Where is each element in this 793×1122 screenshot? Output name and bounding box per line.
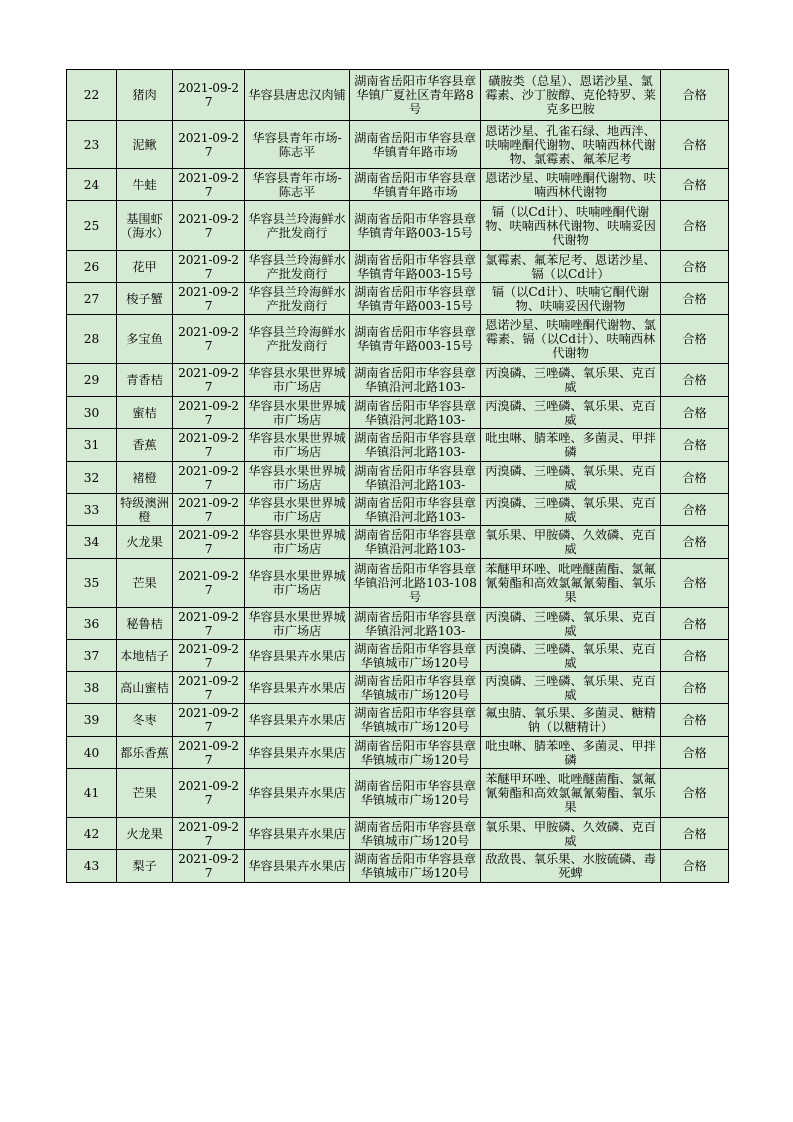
seller-address-cell: 湖南省岳阳市华容县章华镇沿河北路103-	[350, 526, 481, 559]
sample-name-cell: 秘鲁桔	[117, 608, 173, 640]
table-row	[67, 429, 729, 462]
test-items-cell: 吡虫啉、腈苯唑、多菌灵、甲拌磷	[481, 429, 661, 462]
table-row	[67, 121, 729, 169]
sample-name-cell: 都乐香蕉	[117, 737, 173, 769]
sample-name-cell: 猪肉	[117, 70, 173, 121]
table-row	[67, 672, 729, 704]
serial-number-cell: 27	[67, 283, 117, 315]
result-cell: 合格	[661, 559, 729, 608]
sample-name-cell: 本地桔子	[117, 640, 173, 672]
sample-name-cell: 火龙果	[117, 818, 173, 850]
sampling-date-cell: 2021-09-27	[173, 169, 245, 201]
test-items-cell: 氧乐果、甲胺磷、久效磷、克百威	[481, 526, 661, 559]
inspection-results-table	[66, 69, 729, 883]
result-cell: 合格	[661, 769, 729, 818]
serial-number-cell: 29	[67, 364, 117, 397]
seller-address-cell: 湖南省岳阳市华容县章华镇城市广场120号	[350, 818, 481, 850]
test-items-cell: 磺胺类（总星）、恩诺沙星、氯霉素、沙丁胺醇、克伦特罗、莱克多巴胺	[481, 70, 661, 121]
test-items-cell: 丙溴磷、三唑磷、氧乐果、克百威	[481, 640, 661, 672]
seller-name-cell: 华容县兰玲海鲜水产批发商行	[245, 315, 350, 364]
sample-name-cell: 基围虾（海水）	[117, 201, 173, 251]
seller-address-cell: 湖南省岳阳市华容县章华镇沿河北路103-	[350, 397, 481, 429]
serial-number-cell: 22	[67, 70, 117, 121]
test-items-cell: 镉（以Cd计）、呋喃唑酮代谢物、呋喃西林代谢物、呋喃妥因代谢物	[481, 201, 661, 251]
table-row	[67, 397, 729, 429]
test-items-cell: 氧乐果、甲胺磷、久效磷、克百威	[481, 818, 661, 850]
seller-name-cell: 华容县水果世界城市广场店	[245, 559, 350, 608]
result-cell: 合格	[661, 737, 729, 769]
seller-address-cell: 湖南省岳阳市华容县章华镇城市广场120号	[350, 737, 481, 769]
seller-name-cell: 华容县果卉水果店	[245, 704, 350, 737]
sample-name-cell: 芒果	[117, 769, 173, 818]
table-row	[67, 526, 729, 559]
test-items-cell: 丙溴磷、三唑磷、氧乐果、克百威	[481, 608, 661, 640]
result-cell: 合格	[661, 526, 729, 559]
seller-name-cell: 华容县果卉水果店	[245, 672, 350, 704]
seller-name-cell: 华容县水果世界城市广场店	[245, 462, 350, 494]
seller-address-cell: 湖南省岳阳市华容县章华镇沿河北路103-	[350, 608, 481, 640]
seller-address-cell: 湖南省岳阳市华容县章华镇沿河北路103-	[350, 462, 481, 494]
result-cell: 合格	[661, 850, 729, 883]
result-cell: 合格	[661, 251, 729, 283]
serial-number-cell: 35	[67, 559, 117, 608]
sampling-date-cell: 2021-09-27	[173, 704, 245, 737]
result-cell: 合格	[661, 201, 729, 251]
serial-number-cell: 33	[67, 494, 117, 526]
table-row	[67, 640, 729, 672]
sampling-date-cell: 2021-09-27	[173, 494, 245, 526]
seller-name-cell: 华容县果卉水果店	[245, 737, 350, 769]
serial-number-cell: 39	[67, 704, 117, 737]
seller-name-cell: 华容县兰玲海鲜水产批发商行	[245, 201, 350, 251]
test-items-cell: 丙溴磷、三唑磷、氧乐果、克百威	[481, 364, 661, 397]
sample-name-cell: 蜜桔	[117, 397, 173, 429]
sampling-date-cell: 2021-09-27	[173, 559, 245, 608]
test-items-cell: 镉（以Cd计）、呋喃它酮代谢物、呋喃妥因代谢物	[481, 283, 661, 315]
table-row	[67, 608, 729, 640]
seller-name-cell: 华容县唐忠汉肉铺	[245, 70, 350, 121]
table-row	[67, 850, 729, 883]
test-items-cell: 氯霉素、氟苯尼考、恩诺沙星、镉（以Cd计）	[481, 251, 661, 283]
result-cell: 合格	[661, 672, 729, 704]
table-row	[67, 364, 729, 397]
test-items-cell: 氟虫腈、氧乐果、多菌灵、糖精钠（以糖精计）	[481, 704, 661, 737]
seller-address-cell: 湖南省岳阳市华容县章华镇城市广场120号	[350, 769, 481, 818]
sampling-date-cell: 2021-09-27	[173, 429, 245, 462]
seller-address-cell: 湖南省岳阳市华容县章华镇城市广场120号	[350, 850, 481, 883]
sample-name-cell: 芒果	[117, 559, 173, 608]
seller-address-cell: 湖南省岳阳市华容县章华镇青年路003-15号	[350, 283, 481, 315]
serial-number-cell: 36	[67, 608, 117, 640]
test-items-cell: 丙溴磷、三唑磷、氧乐果、克百威	[481, 462, 661, 494]
seller-name-cell: 华容县青年市场-陈志平	[245, 169, 350, 201]
seller-name-cell: 华容县水果世界城市广场店	[245, 526, 350, 559]
sampling-date-cell: 2021-09-27	[173, 397, 245, 429]
result-cell: 合格	[661, 397, 729, 429]
sample-name-cell: 高山蜜桔	[117, 672, 173, 704]
result-cell: 合格	[661, 640, 729, 672]
seller-name-cell: 华容县果卉水果店	[245, 640, 350, 672]
serial-number-cell: 25	[67, 201, 117, 251]
sample-name-cell: 泥鳅	[117, 121, 173, 169]
seller-name-cell: 华容县兰玲海鲜水产批发商行	[245, 251, 350, 283]
seller-address-cell: 湖南省岳阳市华容县章华镇城市广场120号	[350, 640, 481, 672]
sampling-date-cell: 2021-09-27	[173, 315, 245, 364]
serial-number-cell: 32	[67, 462, 117, 494]
table-row	[67, 559, 729, 608]
serial-number-cell: 24	[67, 169, 117, 201]
table-row	[67, 769, 729, 818]
test-items-cell: 恩诺沙星、呋喃唑酮代谢物、氯霉素、镉（以Cd计）、呋喃西林代谢物	[481, 315, 661, 364]
table-body	[67, 70, 729, 883]
sampling-date-cell: 2021-09-27	[173, 526, 245, 559]
serial-number-cell: 34	[67, 526, 117, 559]
serial-number-cell: 41	[67, 769, 117, 818]
seller-address-cell: 湖南省岳阳市华容县章华镇青年路003-15号	[350, 251, 481, 283]
test-items-cell: 丙溴磷、三唑磷、氧乐果、克百威	[481, 494, 661, 526]
serial-number-cell: 40	[67, 737, 117, 769]
sampling-date-cell: 2021-09-27	[173, 121, 245, 169]
sampling-date-cell: 2021-09-27	[173, 737, 245, 769]
seller-name-cell: 华容县果卉水果店	[245, 850, 350, 883]
sample-name-cell: 青香桔	[117, 364, 173, 397]
sample-name-cell: 特级澳洲橙	[117, 494, 173, 526]
result-cell: 合格	[661, 494, 729, 526]
sampling-date-cell: 2021-09-27	[173, 251, 245, 283]
test-items-cell: 恩诺沙星、孔雀石绿、地西泮、呋喃唑酮代谢物、呋喃西林代谢物、氯霉素、氟苯尼考	[481, 121, 661, 169]
seller-address-cell: 湖南省岳阳市华容县章华镇沿河北路103-	[350, 429, 481, 462]
table-row	[67, 494, 729, 526]
sampling-date-cell: 2021-09-27	[173, 818, 245, 850]
serial-number-cell: 31	[67, 429, 117, 462]
table-row	[67, 704, 729, 737]
table-row	[67, 70, 729, 121]
seller-address-cell: 湖南省岳阳市华容县章华镇青年路003-15号	[350, 315, 481, 364]
sample-name-cell: 火龙果	[117, 526, 173, 559]
seller-address-cell: 湖南省岳阳市华容县章华镇青年路市场	[350, 121, 481, 169]
result-cell: 合格	[661, 704, 729, 737]
test-items-cell: 恩诺沙星、呋喃唑酮代谢物、呋喃西林代谢物	[481, 169, 661, 201]
serial-number-cell: 23	[67, 121, 117, 169]
test-items-cell: 敌敌畏、氧乐果、水胺硫磷、毒死蜱	[481, 850, 661, 883]
sampling-date-cell: 2021-09-27	[173, 769, 245, 818]
test-items-cell: 苯醚甲环唑、吡唑醚菌酯、氯氟氰菊酯和高效氯氟氰菊酯、氧乐果	[481, 769, 661, 818]
serial-number-cell: 38	[67, 672, 117, 704]
result-cell: 合格	[661, 315, 729, 364]
result-cell: 合格	[661, 429, 729, 462]
serial-number-cell: 28	[67, 315, 117, 364]
seller-address-cell: 湖南省岳阳市华容县章华镇青年路003-15号	[350, 201, 481, 251]
serial-number-cell: 30	[67, 397, 117, 429]
seller-name-cell: 华容县水果世界城市广场店	[245, 494, 350, 526]
table-row	[67, 251, 729, 283]
serial-number-cell: 43	[67, 850, 117, 883]
sample-name-cell: 多宝鱼	[117, 315, 173, 364]
table-row	[67, 283, 729, 315]
seller-name-cell: 华容县水果世界城市广场店	[245, 608, 350, 640]
seller-address-cell: 湖南省岳阳市华容县章华镇青年路市场	[350, 169, 481, 201]
seller-name-cell: 华容县果卉水果店	[245, 818, 350, 850]
result-cell: 合格	[661, 169, 729, 201]
table-row	[67, 462, 729, 494]
seller-address-cell: 湖南省岳阳市华容县章华镇沿河北路103-	[350, 364, 481, 397]
serial-number-cell: 26	[67, 251, 117, 283]
sampling-date-cell: 2021-09-27	[173, 640, 245, 672]
sampling-date-cell: 2021-09-27	[173, 850, 245, 883]
table-row	[67, 315, 729, 364]
serial-number-cell: 37	[67, 640, 117, 672]
seller-address-cell: 湖南省岳阳市华容县章华镇城市广场120号	[350, 704, 481, 737]
seller-name-cell: 华容县青年市场-陈志平	[245, 121, 350, 169]
seller-address-cell: 湖南省岳阳市华容县章华镇沿河北路103-108号	[350, 559, 481, 608]
sample-name-cell: 梨子	[117, 850, 173, 883]
result-cell: 合格	[661, 364, 729, 397]
table-row	[67, 201, 729, 251]
sample-name-cell: 冬枣	[117, 704, 173, 737]
result-cell: 合格	[661, 283, 729, 315]
sample-name-cell: 花甲	[117, 251, 173, 283]
test-items-cell: 丙溴磷、三唑磷、氧乐果、克百威	[481, 672, 661, 704]
test-items-cell: 苯醚甲环唑、吡唑醚菌酯、氯氟氰菊酯和高效氯氟氰菊酯、氧乐果	[481, 559, 661, 608]
result-cell: 合格	[661, 70, 729, 121]
seller-name-cell: 华容县果卉水果店	[245, 769, 350, 818]
result-cell: 合格	[661, 121, 729, 169]
serial-number-cell: 42	[67, 818, 117, 850]
sampling-date-cell: 2021-09-27	[173, 462, 245, 494]
seller-address-cell: 湖南省岳阳市华容县章华镇沿河北路103-	[350, 494, 481, 526]
seller-name-cell: 华容县兰玲海鲜水产批发商行	[245, 283, 350, 315]
result-cell: 合格	[661, 462, 729, 494]
sample-name-cell: 牛蛙	[117, 169, 173, 201]
sampling-date-cell: 2021-09-27	[173, 608, 245, 640]
table-row	[67, 737, 729, 769]
test-items-cell: 丙溴磷、三唑磷、氧乐果、克百威	[481, 397, 661, 429]
sampling-date-cell: 2021-09-27	[173, 672, 245, 704]
seller-name-cell: 华容县水果世界城市广场店	[245, 397, 350, 429]
sampling-date-cell: 2021-09-27	[173, 201, 245, 251]
table-row	[67, 818, 729, 850]
test-items-cell: 吡虫啉、腈苯唑、多菌灵、甲拌磷	[481, 737, 661, 769]
table-row	[67, 169, 729, 201]
result-cell: 合格	[661, 608, 729, 640]
seller-name-cell: 华容县水果世界城市广场店	[245, 429, 350, 462]
sampling-date-cell: 2021-09-27	[173, 70, 245, 121]
sampling-date-cell: 2021-09-27	[173, 364, 245, 397]
sample-name-cell: 梭子蟹	[117, 283, 173, 315]
seller-name-cell: 华容县水果世界城市广场店	[245, 364, 350, 397]
seller-address-cell: 湖南省岳阳市华容县章华镇广夏社区青年路8号	[350, 70, 481, 121]
result-cell: 合格	[661, 818, 729, 850]
sampling-date-cell: 2021-09-27	[173, 283, 245, 315]
seller-address-cell: 湖南省岳阳市华容县章华镇城市广场120号	[350, 672, 481, 704]
sample-name-cell: 香蕉	[117, 429, 173, 462]
sample-name-cell: 褚橙	[117, 462, 173, 494]
